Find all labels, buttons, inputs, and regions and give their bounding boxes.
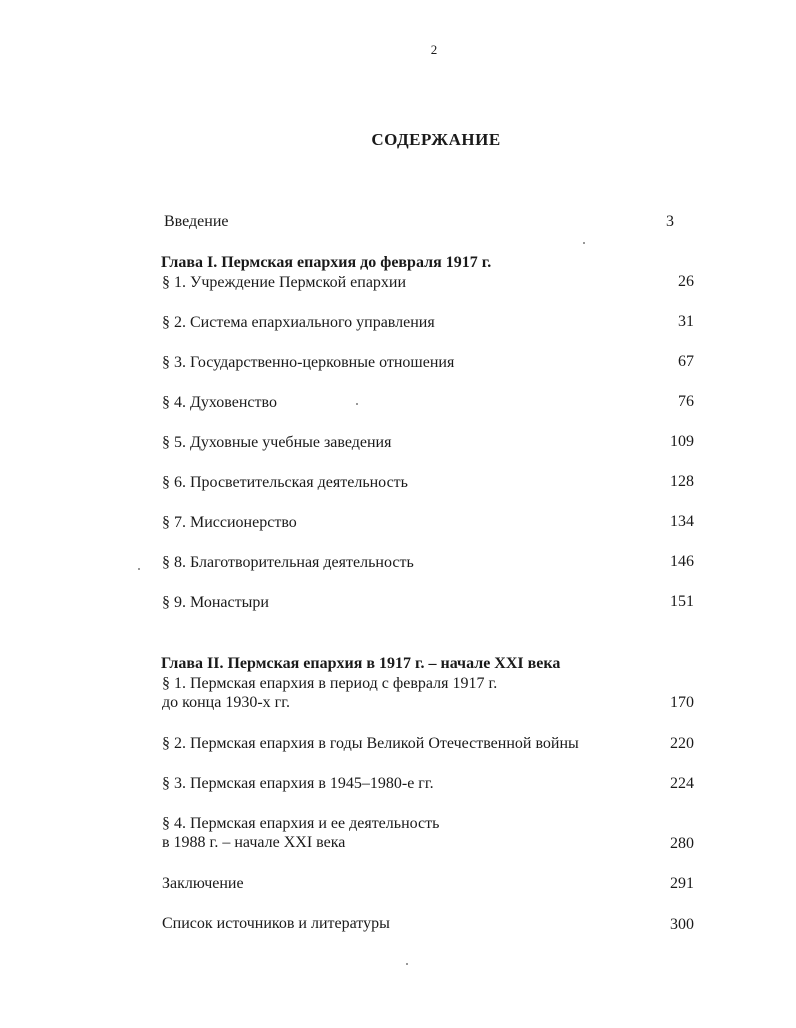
chapter-2-heading: Глава II. Пермская епархия в 1917 г. – начале XXI века — [161, 655, 561, 672]
toc-ch1-s8-page: 146 — [670, 553, 694, 570]
toc-ch1-s9-label: § 9. Монастыри — [162, 594, 269, 611]
toc-bibliography-label: Список источников и литературы — [162, 915, 390, 932]
toc-ch2-s3-label: § 3. Пермская епархия в 1945–1980-е гг. — [162, 775, 434, 792]
toc-ch2-s1-page: 170 — [670, 694, 694, 711]
toc-ch2-s1-label-line1: § 1. Пермская епархия в период с февраля 1917 г. — [162, 675, 498, 692]
toc-ch1-s9-page: 151 — [670, 593, 694, 610]
toc-ch1-s6-page: 128 — [670, 473, 694, 490]
toc-ch1-s1-page: 26 — [678, 273, 694, 290]
toc-ch1-s5-label: § 5. Духовные учебные заведения — [162, 434, 392, 451]
toc-ch1-s2-label: § 2. Система епархиального управления — [162, 314, 435, 331]
page-title: СОДЕРЖАНИЕ — [371, 130, 501, 149]
toc-ch1-s6-label: § 6. Просветительская деятельность — [162, 474, 408, 491]
toc-conclusion-label: Заключение — [162, 875, 244, 892]
toc-ch1-s7-label: § 7. Миссионерство — [162, 514, 297, 531]
toc-ch2-s3-page: 224 — [670, 775, 694, 792]
scan-speck — [138, 568, 140, 570]
toc-ch1-s1-label: § 1. Учреждение Пермской епархии — [162, 274, 407, 291]
toc-conclusion-page: 291 — [670, 875, 694, 892]
toc-bibliography-page: 300 — [670, 916, 694, 933]
toc-intro-page: 3 — [666, 213, 674, 230]
scan-speck — [406, 963, 408, 965]
scan-speck — [356, 403, 358, 405]
toc-ch2-s4-label-line2: в 1988 г. – начале XXI века — [162, 834, 346, 851]
toc-ch2-s1-label-line2: до конца 1930-х гг. — [162, 694, 290, 711]
toc-ch2-s4-label-line1: § 4. Пермская епархия и ее деятельность — [162, 815, 440, 832]
toc-ch1-s2-page: 31 — [678, 313, 694, 330]
toc-ch2-s2-page: 220 — [670, 735, 694, 752]
toc-ch2-s2-label: § 2. Пермская епархия в годы Великой Отечественной войны — [162, 735, 579, 752]
toc-ch1-s8-label: § 8. Благотворительная деятельность — [162, 554, 414, 571]
chapter-1-heading: Глава I. Пермская епархия до февраля 1917 г. — [161, 254, 492, 271]
toc-ch1-s4-page: 76 — [678, 393, 694, 410]
toc-ch1-s3-label: § 3. Государственно-церковные отношения — [162, 354, 455, 371]
toc-ch1-s4-label: § 4. Духовенство — [162, 394, 277, 411]
toc-ch1-s3-page: 67 — [678, 353, 694, 370]
scan-speck — [583, 242, 585, 244]
toc-ch1-s7-page: 134 — [670, 513, 694, 530]
toc-ch1-s5-page: 109 — [670, 433, 694, 450]
page-number: 2 — [430, 42, 438, 57]
toc-intro-label: Введение — [164, 213, 229, 230]
toc-ch2-s4-page: 280 — [670, 835, 694, 852]
